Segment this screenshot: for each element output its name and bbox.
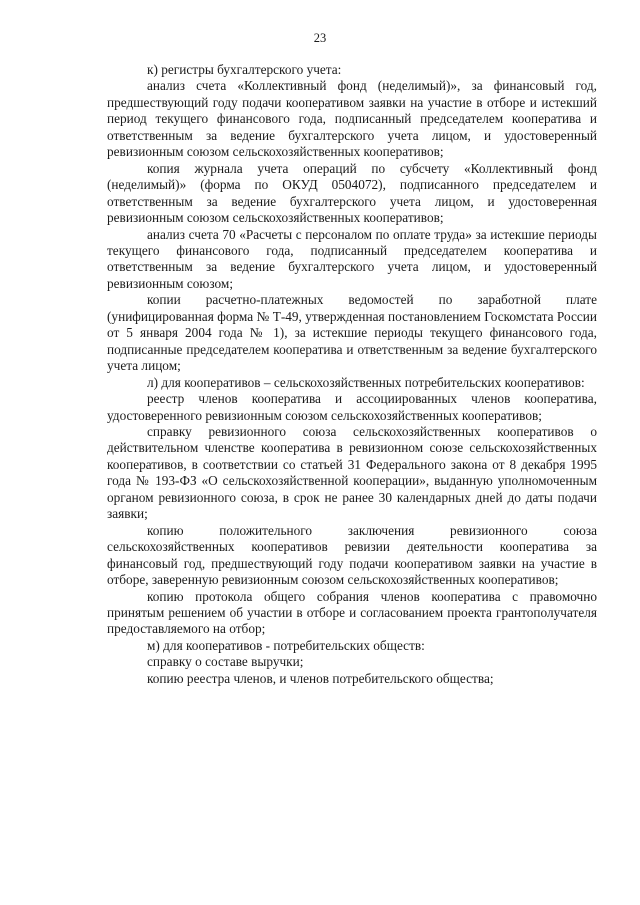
paragraph-collective-fund-analysis: анализ счета «Коллективный фонд (неделимый)», за финансовый год, предшествующий году подачи кооперативом заявки на участие в отборе и истекший период текущего финансового года, подписанный председателем кооператива и ответственным за ведение бухгалтерского учета лицом, и удостоверенный ревизионным союзом сельскохозяйственных кооперативов; bbox=[107, 78, 597, 160]
paragraph-l-heading: л) для кооперативов – сельскохозяйственных потребительских кооперативов: bbox=[147, 374, 585, 390]
paragraph-meeting-protocol: копию протокола общего собрания членов кооператива с правомочно принятым решением об участии в отборе и согласованием проекта грантополучателя предоставляемого на отбор; bbox=[107, 588, 597, 637]
page-number: 23 bbox=[313, 31, 327, 45]
paragraph-revenue-certificate: справку о составе выручки; bbox=[147, 654, 304, 670]
document-body bbox=[107, 62, 597, 687]
paragraph-m-heading: м) для кооперативов - потребительских обществ: bbox=[147, 637, 425, 653]
paragraph-audit-conclusion: копию положительного заключения ревизионного союза сельскохозяйственных кооперативов ревизии деятельности кооператива за финансовый год, предшествующий году подачи кооперативом заявки на участие в отборе, заверенную ревизионным союзом сельскохозяйственных кооперативов; bbox=[107, 522, 597, 588]
paragraph-society-register: копию реестра членов, и членов потребительского общества; bbox=[147, 670, 494, 686]
paragraph-membership-certificate: справку ревизионного союза сельскохозяйственных кооперативов о действительном членстве кооператива в ревизионном союзе сельскохозяйственных кооперативов, в соответствии со статьей 31 Федерального закона от 8 декабря 1995 года № 193-ФЗ «О сельскохозяйственной кооперации», выданную уполномоченным органом ревизионного союза, в срок не ранее 30 календарных дней до даты подачи заявки; bbox=[107, 423, 597, 522]
paragraph-journal-copy: копия журнала учета операций по субсчету «Коллективный фонд (неделимый)» (форма по ОКУД 0504072), подписанного председателем и ответственным за ведение бухгалтерского учета лицом, и удостоверенная ревизионным союзом сельскохозяйственных кооперативов; bbox=[107, 160, 597, 226]
paragraph-account-70-analysis: анализ счета 70 «Расчеты с персоналом по оплате труда» за истекшие периоды текущего финансового года, подписанный председателем кооператива и ответственным за ведение бухгалтерского учета лицом, и удостоверенный ревизионным союзом; bbox=[107, 226, 597, 291]
paragraph-k-heading: к) регистры бухгалтерского учета: bbox=[147, 62, 342, 77]
paragraph-members-register: реестр членов кооператива и ассоциированных членов кооператива, удостоверенного ревизионным союзом сельскохозяйственных кооперативов; bbox=[107, 391, 597, 423]
paragraph-payroll-copies: копии расчетно-платежных ведомостей по заработной плате (унифицированная форма № Т-49, утвержденная постановлением Госкомстата России от 5 января 2004 года № 1), за истекшие периоды текущего финансового года, подписанные председателем кооператива и ответственным за ведение бухгалтерского учета лицом; bbox=[107, 292, 597, 374]
